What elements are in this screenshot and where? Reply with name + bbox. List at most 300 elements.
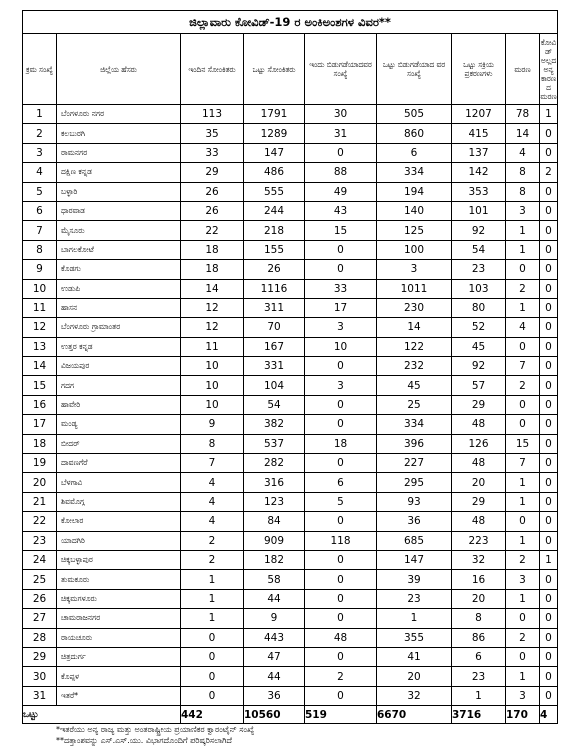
non-covid-deaths-cell: 0 xyxy=(540,531,558,550)
non-covid-deaths-cell: 0 xyxy=(540,647,558,666)
non-covid-deaths-cell: 0 xyxy=(540,337,558,356)
today-discharged-cell: 30 xyxy=(305,105,377,124)
non-covid-deaths-cell: 0 xyxy=(540,260,558,279)
total-discharged-cell: 230 xyxy=(377,298,452,317)
sl-no-cell: 21 xyxy=(23,492,57,511)
total-discharged-cell: 355 xyxy=(377,628,452,647)
active-cases-cell: 86 xyxy=(452,628,506,647)
non-covid-deaths-cell: 0 xyxy=(540,357,558,376)
table-row xyxy=(23,395,558,414)
total-cases-cell: 70 xyxy=(244,318,305,337)
sl-no-cell: 11 xyxy=(23,298,57,317)
today-cases-cell: 8 xyxy=(181,434,244,453)
table-row xyxy=(23,221,558,240)
active-cases-cell: 103 xyxy=(452,279,506,298)
district-cell: ಕೋಲಾರ xyxy=(57,512,181,531)
total-discharged-cell: 232 xyxy=(377,357,452,376)
header-today-discharged: ಇಂದು ಬಿಡುಗಡೆಯಾದವರ ಸಂಖ್ಯೆ xyxy=(305,34,377,105)
table-row xyxy=(23,105,558,124)
total-discharged-cell: 20 xyxy=(377,667,452,686)
deaths-cell: 0 xyxy=(506,337,540,356)
sl-no-cell: 25 xyxy=(23,570,57,589)
deaths-cell: 3 xyxy=(506,201,540,220)
non-covid-deaths-cell: 0 xyxy=(540,512,558,531)
total-discharged-cell: 93 xyxy=(377,492,452,511)
today-discharged-cell: 43 xyxy=(305,201,377,220)
table-row xyxy=(23,473,558,492)
today-cases-cell: 113 xyxy=(181,105,244,124)
deaths-cell: 1 xyxy=(506,221,540,240)
total-discharged-cell: 1 xyxy=(377,609,452,628)
deaths-cell: 4 xyxy=(506,143,540,162)
district-covid-table xyxy=(22,10,558,724)
sl-no-cell: 24 xyxy=(23,550,57,569)
total-cases-cell: 123 xyxy=(244,492,305,511)
totals-total-discharged: 6670 xyxy=(377,706,452,724)
district-cell: ಉಡುಪಿ xyxy=(57,279,181,298)
today-cases-cell: 2 xyxy=(181,531,244,550)
today-cases-cell: 29 xyxy=(181,163,244,182)
deaths-cell: 1 xyxy=(506,667,540,686)
total-discharged-cell: 140 xyxy=(377,201,452,220)
district-cell: ಕೊಡಗು xyxy=(57,260,181,279)
total-cases-cell: 909 xyxy=(244,531,305,550)
today-discharged-cell: 3 xyxy=(305,376,377,395)
non-covid-deaths-cell: 1 xyxy=(540,105,558,124)
active-cases-cell: 48 xyxy=(452,454,506,473)
deaths-cell: 1 xyxy=(506,298,540,317)
sl-no-cell: 28 xyxy=(23,628,57,647)
deaths-cell: 2 xyxy=(506,376,540,395)
active-cases-cell: 20 xyxy=(452,589,506,608)
non-covid-deaths-cell: 0 xyxy=(540,667,558,686)
header-row xyxy=(23,34,558,105)
today-discharged-cell: 49 xyxy=(305,182,377,201)
sl-no-cell: 16 xyxy=(23,395,57,414)
non-covid-deaths-cell: 0 xyxy=(540,570,558,589)
table-row xyxy=(23,201,558,220)
sl-no-cell: 15 xyxy=(23,376,57,395)
deaths-cell: 7 xyxy=(506,357,540,376)
today-discharged-cell: 118 xyxy=(305,531,377,550)
district-cell: ಯಾದಗಿರಿ xyxy=(57,531,181,550)
total-discharged-cell: 100 xyxy=(377,240,452,259)
non-covid-deaths-cell: 0 xyxy=(540,473,558,492)
total-cases-cell: 147 xyxy=(244,143,305,162)
deaths-cell: 8 xyxy=(506,163,540,182)
today-discharged-cell: 0 xyxy=(305,609,377,628)
today-cases-cell: 26 xyxy=(181,201,244,220)
deaths-cell: 2 xyxy=(506,550,540,569)
today-discharged-cell: 3 xyxy=(305,318,377,337)
total-discharged-cell: 6 xyxy=(377,143,452,162)
sl-no-cell: 1 xyxy=(23,105,57,124)
non-covid-deaths-cell: 0 xyxy=(540,318,558,337)
sl-no-cell: 17 xyxy=(23,415,57,434)
active-cases-cell: 20 xyxy=(452,473,506,492)
district-cell: ಶಿವಮೊಗ್ಗ xyxy=(57,492,181,511)
today-discharged-cell: 0 xyxy=(305,589,377,608)
today-cases-cell: 1 xyxy=(181,570,244,589)
sl-no-cell: 3 xyxy=(23,143,57,162)
non-covid-deaths-cell: 0 xyxy=(540,589,558,608)
active-cases-cell: 353 xyxy=(452,182,506,201)
total-discharged-cell: 36 xyxy=(377,512,452,531)
non-covid-deaths-cell: 0 xyxy=(540,201,558,220)
total-cases-cell: 1791 xyxy=(244,105,305,124)
total-cases-cell: 311 xyxy=(244,298,305,317)
total-cases-cell: 331 xyxy=(244,357,305,376)
active-cases-cell: 52 xyxy=(452,318,506,337)
non-covid-deaths-cell: 0 xyxy=(540,124,558,143)
sl-no-cell: 6 xyxy=(23,201,57,220)
today-discharged-cell: 0 xyxy=(305,260,377,279)
today-cases-cell: 10 xyxy=(181,376,244,395)
sl-no-cell: 22 xyxy=(23,512,57,531)
today-discharged-cell: 0 xyxy=(305,550,377,569)
total-discharged-cell: 23 xyxy=(377,589,452,608)
totals-today-discharged: 519 xyxy=(305,706,377,724)
deaths-cell: 0 xyxy=(506,415,540,434)
total-discharged-cell: 194 xyxy=(377,182,452,201)
non-covid-deaths-cell: 0 xyxy=(540,221,558,240)
table-row xyxy=(23,686,558,705)
today-discharged-cell: 10 xyxy=(305,337,377,356)
active-cases-cell: 29 xyxy=(452,395,506,414)
table-row xyxy=(23,647,558,666)
active-cases-cell: 223 xyxy=(452,531,506,550)
active-cases-cell: 1207 xyxy=(452,105,506,124)
today-discharged-cell: 48 xyxy=(305,628,377,647)
today-cases-cell: 2 xyxy=(181,550,244,569)
table-row xyxy=(23,570,558,589)
total-cases-cell: 44 xyxy=(244,667,305,686)
active-cases-cell: 126 xyxy=(452,434,506,453)
total-cases-cell: 9 xyxy=(244,609,305,628)
today-cases-cell: 18 xyxy=(181,240,244,259)
deaths-cell: 1 xyxy=(506,531,540,550)
footnote-data-revision: **ದತ್ತಾಂಶವನ್ನು ಎಸ್.ಎಸ್.ಯು. ವಿಭಾಗದೊಂದಿಗೆ ಪರಿಷ್ಕರಿಸಲಾಗಿದೆ xyxy=(56,735,232,745)
deaths-cell: 1 xyxy=(506,473,540,492)
header-total-discharged: ಒಟ್ಟು ಬಿಡುಗಡೆಯಾದ ವರ ಸಂಖ್ಯೆ xyxy=(377,34,452,105)
district-cell: ಬೀದರ್ xyxy=(57,434,181,453)
table-row xyxy=(23,376,558,395)
non-covid-deaths-cell: 0 xyxy=(540,298,558,317)
district-cell: ಬಾಗಲಕೋಟೆ xyxy=(57,240,181,259)
total-cases-cell: 382 xyxy=(244,415,305,434)
district-cell: ಹಾವೇರಿ xyxy=(57,395,181,414)
today-discharged-cell: 33 xyxy=(305,279,377,298)
active-cases-cell: 23 xyxy=(452,260,506,279)
active-cases-cell: 23 xyxy=(452,667,506,686)
today-discharged-cell: 31 xyxy=(305,124,377,143)
table-row xyxy=(23,628,558,647)
today-cases-cell: 1 xyxy=(181,609,244,628)
total-discharged-cell: 125 xyxy=(377,221,452,240)
header-today-cases: ಇಂದಿನ ಸೋಂಕಿತರು xyxy=(181,34,244,105)
total-cases-cell: 486 xyxy=(244,163,305,182)
total-discharged-cell: 45 xyxy=(377,376,452,395)
non-covid-deaths-cell: 0 xyxy=(540,492,558,511)
today-discharged-cell: 5 xyxy=(305,492,377,511)
today-discharged-cell: 18 xyxy=(305,434,377,453)
district-cell: ರಾಯಚೂರು xyxy=(57,628,181,647)
active-cases-cell: 48 xyxy=(452,415,506,434)
non-covid-deaths-cell: 2 xyxy=(540,163,558,182)
total-discharged-cell: 25 xyxy=(377,395,452,414)
district-cell: ಚಿತ್ರದುರ್ಗ xyxy=(57,647,181,666)
district-cell: ರಾಮನಗರ xyxy=(57,143,181,162)
total-cases-cell: 282 xyxy=(244,454,305,473)
district-cell: ದಾವಣಗೆರೆ xyxy=(57,454,181,473)
non-covid-deaths-cell: 0 xyxy=(540,609,558,628)
non-covid-deaths-cell: 1 xyxy=(540,550,558,569)
table-row xyxy=(23,589,558,608)
total-cases-cell: 167 xyxy=(244,337,305,356)
table-row xyxy=(23,531,558,550)
non-covid-deaths-cell: 0 xyxy=(540,686,558,705)
today-cases-cell: 12 xyxy=(181,298,244,317)
deaths-cell: 0 xyxy=(506,647,540,666)
sl-no-cell: 12 xyxy=(23,318,57,337)
sl-no-cell: 9 xyxy=(23,260,57,279)
today-cases-cell: 14 xyxy=(181,279,244,298)
sl-no-cell: 29 xyxy=(23,647,57,666)
district-cell: ಚಿಕ್ಕಮಗಳೂರು xyxy=(57,589,181,608)
total-cases-cell: 155 xyxy=(244,240,305,259)
total-discharged-cell: 334 xyxy=(377,415,452,434)
table-row xyxy=(23,357,558,376)
sl-no-cell: 10 xyxy=(23,279,57,298)
active-cases-cell: 48 xyxy=(452,512,506,531)
deaths-cell: 4 xyxy=(506,318,540,337)
district-cell: ಮೈಸೂರು xyxy=(57,221,181,240)
table-row xyxy=(23,434,558,453)
district-cell: ಬೆಳಗಾವಿ xyxy=(57,473,181,492)
sl-no-cell: 8 xyxy=(23,240,57,259)
sl-no-cell: 31 xyxy=(23,686,57,705)
deaths-cell: 1 xyxy=(506,589,540,608)
table-title: ಜಿಲ್ಲಾವಾರು ಕೋವಿಡ್-19 ರ ಅಂಕಿಅಂಶಗಳ ವಿವರ** xyxy=(23,11,558,34)
today-cases-cell: 0 xyxy=(181,647,244,666)
total-discharged-cell: 1011 xyxy=(377,279,452,298)
total-cases-cell: 537 xyxy=(244,434,305,453)
non-covid-deaths-cell: 0 xyxy=(540,240,558,259)
today-discharged-cell: 0 xyxy=(305,512,377,531)
table-row xyxy=(23,667,558,686)
non-covid-deaths-cell: 0 xyxy=(540,628,558,647)
totals-deaths: 170 xyxy=(506,706,540,724)
deaths-cell: 8 xyxy=(506,182,540,201)
table-row xyxy=(23,298,558,317)
today-discharged-cell: 6 xyxy=(305,473,377,492)
today-cases-cell: 10 xyxy=(181,357,244,376)
total-cases-cell: 54 xyxy=(244,395,305,414)
total-cases-cell: 1116 xyxy=(244,279,305,298)
total-cases-cell: 36 xyxy=(244,686,305,705)
total-discharged-cell: 227 xyxy=(377,454,452,473)
today-discharged-cell: 0 xyxy=(305,686,377,705)
district-cell: ತುಮಕೂರು xyxy=(57,570,181,589)
non-covid-deaths-cell: 0 xyxy=(540,395,558,414)
deaths-cell: 78 xyxy=(506,105,540,124)
total-discharged-cell: 39 xyxy=(377,570,452,589)
non-covid-deaths-cell: 0 xyxy=(540,279,558,298)
sl-no-cell: 26 xyxy=(23,589,57,608)
total-cases-cell: 84 xyxy=(244,512,305,531)
active-cases-cell: 142 xyxy=(452,163,506,182)
district-cell: ಧಾರವಾಡ xyxy=(57,201,181,220)
total-discharged-cell: 505 xyxy=(377,105,452,124)
deaths-cell: 14 xyxy=(506,124,540,143)
total-cases-cell: 44 xyxy=(244,589,305,608)
sl-no-cell: 20 xyxy=(23,473,57,492)
active-cases-cell: 1 xyxy=(452,686,506,705)
total-discharged-cell: 685 xyxy=(377,531,452,550)
table-row xyxy=(23,415,558,434)
table-row xyxy=(23,260,558,279)
non-covid-deaths-cell: 0 xyxy=(540,415,558,434)
sl-no-cell: 23 xyxy=(23,531,57,550)
deaths-cell: 0 xyxy=(506,395,540,414)
district-cell: ಇತರೆ* xyxy=(57,686,181,705)
total-cases-cell: 1289 xyxy=(244,124,305,143)
total-discharged-cell: 334 xyxy=(377,163,452,182)
active-cases-cell: 92 xyxy=(452,221,506,240)
today-cases-cell: 22 xyxy=(181,221,244,240)
table-row xyxy=(23,492,558,511)
footnote-others: *ಇತರೆಯು ಅನ್ಯ ರಾಜ್ಯ ಮತ್ತು ಅಂತರಾಷ್ಟ್ರೀಯ ಪ್ರಯಾಣಿಕರ ಕ್ವಾರಂಟೈನ್ ಸಂಖ್ಯೆ xyxy=(56,725,255,735)
today-cases-cell: 12 xyxy=(181,318,244,337)
totals-non-covid-deaths: 4 xyxy=(540,706,558,724)
totals-today-cases: 442 xyxy=(181,706,244,724)
totals-row xyxy=(23,706,558,724)
active-cases-cell: 415 xyxy=(452,124,506,143)
total-discharged-cell: 396 xyxy=(377,434,452,453)
table-row xyxy=(23,182,558,201)
today-discharged-cell: 0 xyxy=(305,240,377,259)
non-covid-deaths-cell: 0 xyxy=(540,434,558,453)
active-cases-cell: 101 xyxy=(452,201,506,220)
non-covid-deaths-cell: 0 xyxy=(540,182,558,201)
total-cases-cell: 316 xyxy=(244,473,305,492)
header-sl-no: ಕ್ರಮ ಸಂಖ್ಯೆ xyxy=(23,34,57,105)
district-cell: ಬೆಂಗಳೂರು ಗ್ರಾಮಾಂತರ xyxy=(57,318,181,337)
district-cell: ಚಾಮರಾಜನಗರ xyxy=(57,609,181,628)
total-discharged-cell: 14 xyxy=(377,318,452,337)
today-cases-cell: 9 xyxy=(181,415,244,434)
header-district: ಜಿಲ್ಲೆಯ ಹೆಸರು xyxy=(57,34,181,105)
sl-no-cell: 19 xyxy=(23,454,57,473)
table-row xyxy=(23,163,558,182)
district-cell: ಬಳ್ಳಾರಿ xyxy=(57,182,181,201)
deaths-cell: 3 xyxy=(506,686,540,705)
today-cases-cell: 7 xyxy=(181,454,244,473)
total-cases-cell: 26 xyxy=(244,260,305,279)
deaths-cell: 15 xyxy=(506,434,540,453)
sl-no-cell: 2 xyxy=(23,124,57,143)
district-cell: ಉತ್ತರ ಕನ್ನಡ xyxy=(57,337,181,356)
today-cases-cell: 35 xyxy=(181,124,244,143)
district-cell: ವಿಜಯಪುರ xyxy=(57,357,181,376)
table-row xyxy=(23,550,558,569)
today-cases-cell: 11 xyxy=(181,337,244,356)
non-covid-deaths-cell: 0 xyxy=(540,376,558,395)
district-cell: ದಕ್ಷಿಣ ಕನ್ನಡ xyxy=(57,163,181,182)
deaths-cell: 0 xyxy=(506,609,540,628)
total-cases-cell: 47 xyxy=(244,647,305,666)
today-discharged-cell: 0 xyxy=(305,647,377,666)
table-row xyxy=(23,512,558,531)
deaths-cell: 0 xyxy=(506,512,540,531)
district-cell: ಕೊಪ್ಪಳ xyxy=(57,667,181,686)
table-row xyxy=(23,454,558,473)
total-cases-cell: 58 xyxy=(244,570,305,589)
table-row xyxy=(23,337,558,356)
total-discharged-cell: 41 xyxy=(377,647,452,666)
deaths-cell: 3 xyxy=(506,570,540,589)
table-row xyxy=(23,279,558,298)
today-discharged-cell: 17 xyxy=(305,298,377,317)
active-cases-cell: 92 xyxy=(452,357,506,376)
today-discharged-cell: 0 xyxy=(305,415,377,434)
today-cases-cell: 26 xyxy=(181,182,244,201)
active-cases-cell: 57 xyxy=(452,376,506,395)
deaths-cell: 7 xyxy=(506,454,540,473)
district-cell: ಮಂಡ್ಯ xyxy=(57,415,181,434)
today-cases-cell: 4 xyxy=(181,473,244,492)
today-cases-cell: 10 xyxy=(181,395,244,414)
total-cases-cell: 555 xyxy=(244,182,305,201)
non-covid-deaths-cell: 0 xyxy=(540,143,558,162)
today-cases-cell: 0 xyxy=(181,628,244,647)
today-discharged-cell: 0 xyxy=(305,570,377,589)
header-total-cases: ಒಟ್ಟು ಸೋಂಕಿತರು xyxy=(244,34,305,105)
totals-active-cases: 3716 xyxy=(452,706,506,724)
total-cases-cell: 104 xyxy=(244,376,305,395)
today-cases-cell: 33 xyxy=(181,143,244,162)
active-cases-cell: 80 xyxy=(452,298,506,317)
totals-total-cases: 10560 xyxy=(244,706,305,724)
total-cases-cell: 244 xyxy=(244,201,305,220)
total-cases-cell: 218 xyxy=(244,221,305,240)
today-discharged-cell: 15 xyxy=(305,221,377,240)
deaths-cell: 2 xyxy=(506,279,540,298)
table-row xyxy=(23,124,558,143)
totals-label: ಒಟ್ಟು xyxy=(23,706,181,724)
today-cases-cell: 18 xyxy=(181,260,244,279)
header-active-cases: ಒಟ್ಟು ಸಕ್ರಿಯ ಪ್ರಕರಣಗಳು xyxy=(452,34,506,105)
today-cases-cell: 1 xyxy=(181,589,244,608)
active-cases-cell: 32 xyxy=(452,550,506,569)
table-row xyxy=(23,143,558,162)
today-cases-cell: 4 xyxy=(181,512,244,531)
header-deaths: ಮರಣ xyxy=(506,34,540,105)
today-discharged-cell: 0 xyxy=(305,454,377,473)
total-discharged-cell: 860 xyxy=(377,124,452,143)
active-cases-cell: 137 xyxy=(452,143,506,162)
today-cases-cell: 4 xyxy=(181,492,244,511)
sl-no-cell: 7 xyxy=(23,221,57,240)
district-cell: ಬೆಂಗಳೂರು ನಗರ xyxy=(57,105,181,124)
today-discharged-cell: 0 xyxy=(305,357,377,376)
today-discharged-cell: 0 xyxy=(305,395,377,414)
today-discharged-cell: 0 xyxy=(305,143,377,162)
table-row xyxy=(23,609,558,628)
active-cases-cell: 45 xyxy=(452,337,506,356)
today-cases-cell: 0 xyxy=(181,686,244,705)
total-discharged-cell: 295 xyxy=(377,473,452,492)
